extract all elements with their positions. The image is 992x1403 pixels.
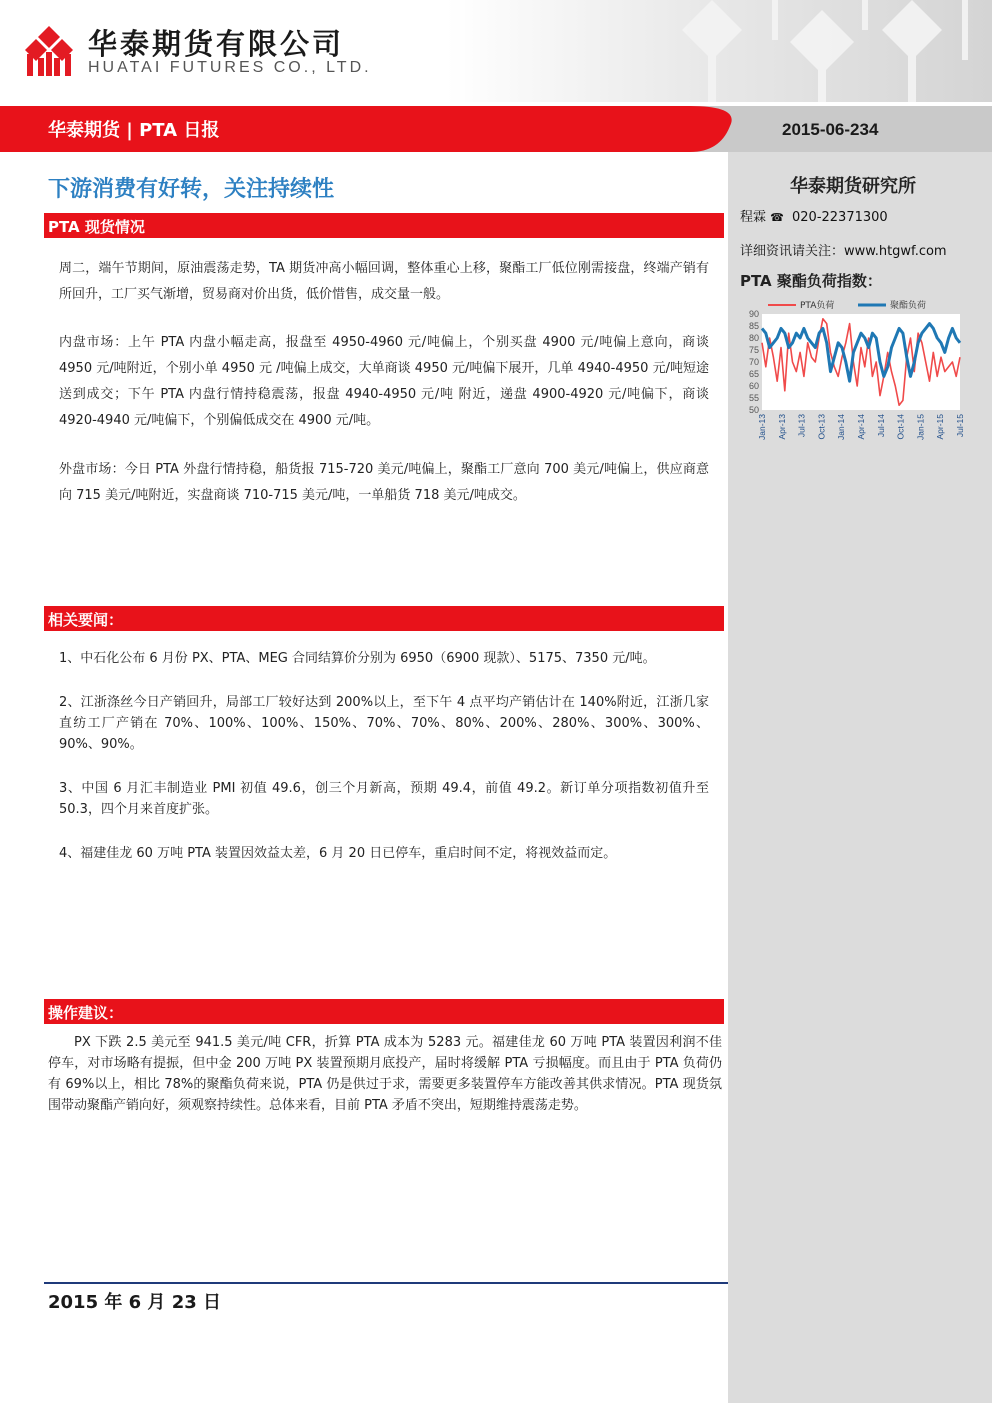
company-name-cn: 华泰期货有限公司 xyxy=(88,27,345,61)
company-name-en: HUATAI FUTURES CO., LTD. xyxy=(88,59,372,76)
report-headline: 下游消费有好转，关注持续性 xyxy=(48,177,335,202)
report-date-code: 2015-06-234 xyxy=(782,120,879,139)
advice-section-bar xyxy=(44,999,724,1024)
news-item: 1、中石化公布 6 月份 PX、PTA、MEG 合同结算价分别为 6950（6900 现款）、5175、7350 元/吨。 xyxy=(59,651,656,666)
phone-icon: ☎ xyxy=(770,211,784,224)
news-item: 2、江浙涤丝今日产销回升，局部工厂较好达到 200%以上，至下午 4 点平均产销估计在 140%附近，江浙几家直纺工厂产销在 70%、100%、100%、150%、70%、70%、80%、200%、280%、300%、300%、90%、90%。 xyxy=(59,695,709,752)
y-tick-label: 50 xyxy=(748,405,759,415)
advice-section-heading: 操作建议： xyxy=(48,1004,124,1022)
x-tick-label: Apr-15 xyxy=(935,414,946,440)
analyst-phone: 020-22371300 xyxy=(792,210,888,225)
news-section-bar xyxy=(44,606,724,631)
follow-website: 详细资讯请关注：www.htgwf.com xyxy=(740,244,947,259)
y-tick-label: 70 xyxy=(748,357,759,367)
x-tick-label: Oct-14 xyxy=(895,414,906,440)
news-item: 4、福建佳龙 60 万吨 PTA 装置因效益太差，6 月 20 日已停车，重启时间不定，将视效益而定。 xyxy=(59,846,617,861)
y-tick-label: 65 xyxy=(748,369,759,379)
spot-paragraph-1: 周二，端午节期间，原油震荡走势，TA 期货冲高小幅回调，整体重心上移，聚酯工厂低位刚需接盘，终端产销有所回升，工厂买气渐增，贸易商对价出货，低价惜售，成交量一般。 xyxy=(59,261,709,302)
spot-section-bar xyxy=(44,213,724,238)
x-tick-label: Jan-13 xyxy=(757,414,767,440)
y-tick-label: 90 xyxy=(748,309,759,319)
load-index-chart xyxy=(738,296,968,456)
advice-text: PX 下跌 2.5 美元至 941.5 美元/吨 CFR，折算 PTA 成本为 5283 元。福建佳龙 60 万吨 PTA 装置因利润不佳停车，对市场略有提振，但中金 200 万吨 PX 装置预期月底投产，届时将缓解 PTA 亏损幅度。而且由于 PTA 负荷仍有 69%以上，相比 78%的聚酯负荷来说，PTA 仍是供过于求，需要更多装置停车方能改善其供求情况。PTA 现货氛围带动聚酯产销向好，须观察持续性。总体来看，目前 PTA 矛盾不突出，短期维持震荡走势。 xyxy=(48,1035,722,1113)
news-section-heading: 相关要闻： xyxy=(48,611,124,629)
spot-paragraph-2: 内盘市场：上午 PTA 内盘小幅走高，报盘至 4950-4960 元/吨偏上，个别买盘 4900 元/吨偏上意向，商谈 4950 元/吨附近，个别小单 4950 元 /吨偏上成交，大单商谈 4950 元/吨偏下展开，几单 4940-4950 元/吨短途送到成交；下午 PTA 内盘行情持稳震荡，报盘 4940-4950 元/吨 附近，递盘 4900-4920 元/吨偏下，商谈 4920-4940 元/吨偏下，个别偏低成交在 4900 元/吨。 xyxy=(59,335,709,428)
x-tick-label: Apr-14 xyxy=(856,414,866,440)
institute-name: 华泰期货研究所 xyxy=(790,176,916,197)
x-tick-label: Jul-14 xyxy=(875,414,886,438)
y-tick-label: 85 xyxy=(748,321,759,331)
x-tick-label: Jul-13 xyxy=(796,414,807,438)
header-decoration-icon xyxy=(592,0,992,102)
report-type-title: 华泰期货 | PTA 日报 xyxy=(48,120,220,141)
page-header xyxy=(0,0,992,102)
chart-title: PTA 聚酯负荷指数： xyxy=(740,272,882,290)
footer-date: 2015 年 6 月 23 日 xyxy=(48,1292,222,1313)
spot-section-heading: PTA 现货情况 xyxy=(48,218,145,236)
y-tick-label: 55 xyxy=(748,393,759,403)
analyst-contact xyxy=(740,206,888,225)
x-tick-label: Jan-14 xyxy=(836,414,847,440)
x-tick-label: Jul-15 xyxy=(955,414,965,438)
footer-divider xyxy=(44,1282,728,1284)
y-tick-label: 75 xyxy=(748,345,759,355)
spot-paragraph-3: 外盘市场：今日 PTA 外盘行情持稳，船货报 715-720 美元/吨偏上，聚酯工厂意向 700 美元/吨偏上，供应商意向 715 美元/吨附近，实盘商谈 710-715 美元/吨，一单船货 718 美元/吨成交。 xyxy=(59,462,709,503)
huatai-logo-icon xyxy=(22,22,76,78)
legend-label: PTA负荷 xyxy=(800,301,835,311)
legend-label: 聚酯负荷 xyxy=(890,301,927,311)
news-item: 3、中国 6 月汇丰制造业 PMI 初值 49.6，创三个月新高，预期 49.4，前值 49.2。新订单分项指数初值升至 50.3，四个月来首度扩张。 xyxy=(59,781,709,817)
x-tick-label: Jan-15 xyxy=(915,414,926,440)
y-tick-label: 60 xyxy=(748,381,759,391)
y-tick-label: 80 xyxy=(748,333,759,343)
x-tick-label: Oct-13 xyxy=(816,414,827,440)
x-tick-label: Apr-13 xyxy=(776,414,787,440)
analyst-name: 程霖 xyxy=(740,210,767,225)
